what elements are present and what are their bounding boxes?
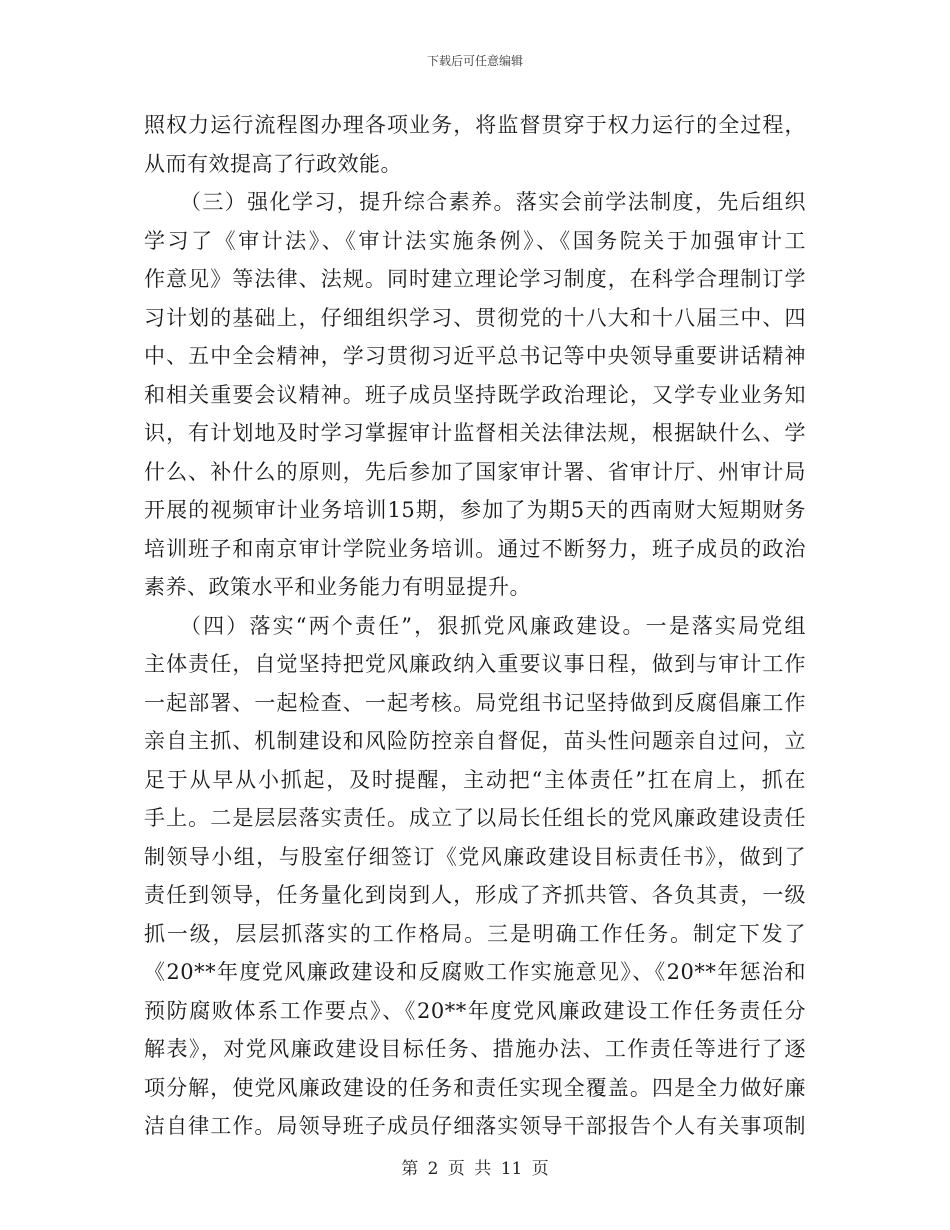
body-line: 主体责任，自觉坚持把党风廉政纳入重要议事日程，做到与审计工作: [144, 652, 806, 676]
body-line: 识，有计划地及时学习掌握审计监督相关法律法规，根据缺什么、学: [144, 421, 806, 445]
body-line: 亲自主抓、机制建设和风险防控亲自督促，苗头性问题亲自过问，立: [144, 729, 806, 753]
body-line: 《20**年度党风廉政建设和反腐败工作实施意见》、《20**年惩治和: [144, 960, 806, 984]
body-line: 培训班子和南京审计学院业务培训。通过不断努力，班子成员的政治: [144, 536, 806, 561]
document-body: [144, 106, 806, 1146]
body-line: 习计划的基础上，仔细组织学习、贯彻党的十八大和十八届三中、四: [144, 305, 806, 330]
body-line: 素养、政策水平和业务能力有明显提升。: [144, 575, 531, 599]
body-line: 和相关重要会议精神。班子成员坚持既学政治理论，又学专业业务知: [144, 382, 806, 407]
page-header: 下载后可任意编辑: [426, 54, 523, 68]
body-line: 项分解，使党风廉政建设的任务和责任实现全覆盖。四是全力做好廉: [144, 1075, 806, 1100]
body-line: 抓一级，层层抓落实的工作格局。三是明确工作任务。制定下发了: [144, 921, 806, 946]
body-line: 学习了《审计法》、《审计法实施条例》、《国务院关于加强审计工: [144, 228, 806, 253]
body-line: （三）强化学习，提升综合素养。落实会前学法制度，先后组织: [180, 190, 806, 214]
body-line: 制领导小组，与股室仔细签订《党风廉政建设目标责任书》，做到了: [144, 844, 806, 869]
body-line: 开展的视频审计业务培训15期，参加了为期5天的西南财大短期财务: [144, 498, 806, 522]
body-line: 中、五中全会精神，学习贯彻习近平总书记等中央领导重要讲话精神: [144, 344, 806, 368]
body-line: 解表》，对党风廉政建设目标任务、措施办法、工作责任等进行了逐: [144, 1037, 806, 1061]
body-line: 预防腐败体系工作要点》、《20**年度党风廉政建设工作任务责任分: [144, 998, 806, 1023]
body-line: 从而有效提高了行政效能。: [144, 151, 402, 176]
body-line: 足于从早从小抓起，及时提醒，主动把“主体责任”扛在肩上，抓在: [144, 767, 806, 792]
body-line: 一起部署、一起检查、一起考核。局党组书记坚持做到反腐倡廉工作: [144, 690, 806, 715]
body-line: 什么、补什么的原则，先后参加了国家审计署、省审计厅、州审计局: [144, 459, 806, 484]
body-line: 照权力运行流程图办理各项业务，将监督贯穿于权力运行的全过程，: [144, 113, 806, 137]
page-footer-pagination: 第 2 页 共 11 页: [401, 1159, 549, 1179]
body-line: 责任到领导，任务量化到岗到人，形成了齐抓共管、各负其责，一级: [144, 883, 806, 907]
body-line: 作意见》等法律、法规。同时建立理论学习制度，在科学合理制订学: [144, 267, 806, 291]
body-line: 手上。二是层层落实责任。成立了以局长任组长的党风廉政建设责任: [144, 806, 806, 830]
body-line: 洁自律工作。局领导班子成员仔细落实领导干部报告个人有关事项制: [144, 1114, 806, 1138]
body-line: （四）落实“两个责任”，狠抓党风廉政建设。一是落实局党组: [180, 613, 806, 638]
